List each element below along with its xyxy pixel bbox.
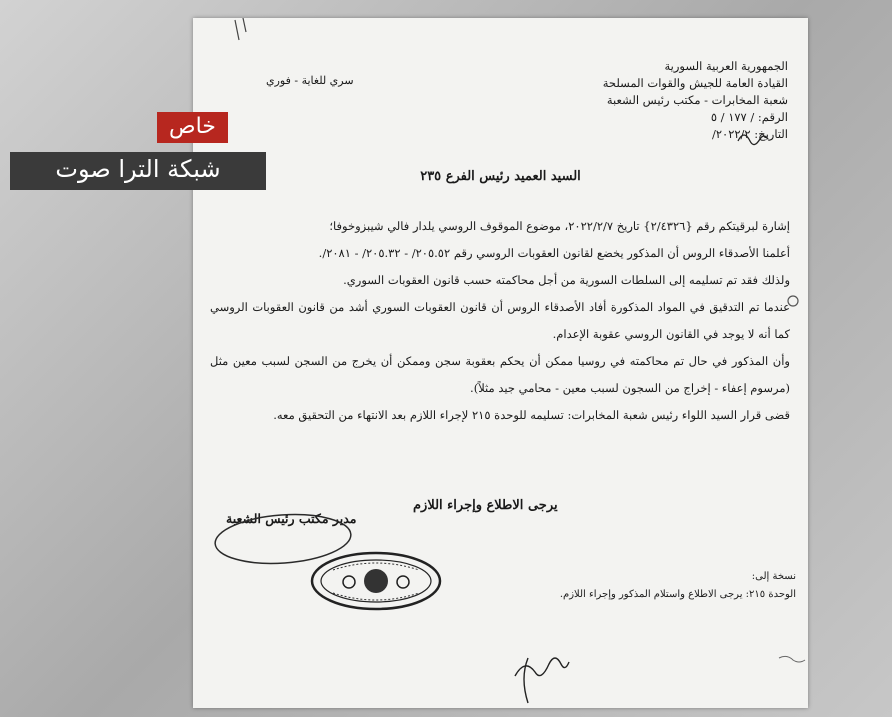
body-paragraph: إشارة لبرقيتكم رقم {٢/٤٣٢٦} تاريخ ٢٠٢٢/٢/٧، موضوع الموقوف الروسي يلدار فالي شيبزوخوفا؛ (329, 219, 790, 233)
handwritten-stroke (524, 658, 528, 703)
closing-request: يرجى الاطلاع وإجراء اللازم (413, 498, 558, 513)
date-initials-scribble (738, 135, 768, 145)
body-paragraph: ولذلك فقد تم تسليمه إلى السلطات السورية من أجل محاكمته حسب قانون العقوبات السوري. (343, 273, 790, 287)
corner-marks (235, 18, 246, 40)
document-date: التاريخ: ٢٠٢٢/٢/ (711, 127, 788, 141)
body-paragraph: قضى قرار السيد اللواء رئيس شعبة المخابرات: تسليمه للوحدة ٢١٥ لإجراء اللازم بعد الانتهاء من التحقيق معه. (273, 408, 790, 422)
signatory-title: مدير مكتب رئيس الشعبة (226, 511, 357, 526)
body-paragraph: وأن المذكور في حال تم محاكمته في روسيا ممكن أن يحكم بعقوبة سجن وممكن أن يخرج من السجن لسبب معين مثل (مرسوم إعفاء - إخراج من السجون لسبب معين - محامي جيد مثلاً). (210, 354, 790, 395)
copy-to-label: نسخة إلى: (751, 571, 796, 582)
copy-to-text: الوحدة ٢١٥: يرجى الاطلاع واستلام المذكور وإجراء اللازم. (559, 589, 796, 600)
network-badge: شبكة الترا صوت (10, 152, 266, 190)
signature-oval (213, 510, 352, 567)
punch-hole-mark (788, 296, 798, 306)
exclusive-badge: خاص (157, 112, 228, 143)
body-paragraph: عندما تم التدقيق في المواد المذكورة أفاد الأصدقاء الروس أن قانون العقوبات السوري أشد من قانون العقوبات الروسي كما أنه لا يوجد في القانون الروسي عقوبة الإعدام. (210, 300, 790, 341)
letterhead-line-3: شعبة المخابرات - مكتب رئيس الشعبة (606, 93, 788, 107)
reference-number: الرقم: / ١٧٧ / ٥ (710, 110, 788, 124)
corner-stray-marks (779, 656, 805, 662)
handwritten-scribble (515, 658, 569, 676)
official-stamp (312, 553, 440, 609)
document-page (193, 18, 808, 708)
addressee: السيد العميد رئيس الفرع ٢٣٥ (420, 169, 581, 184)
classification-label: سري للغاية - فوري (266, 74, 354, 87)
document-markings (193, 18, 808, 708)
body-paragraph: أعلمنا الأصدقاء الروس أن المذكور يخضع لقانون العقوبات الروسي رقم ٢٠٥.٥٢/ - ٢٠٥.٣٢/ - ٢٠٨١/. (318, 246, 790, 260)
letterhead-line-2: القيادة العامة للجيش والقوات المسلحة (602, 76, 788, 90)
letterhead-line-1: الجمهورية العربية السورية (664, 59, 788, 73)
